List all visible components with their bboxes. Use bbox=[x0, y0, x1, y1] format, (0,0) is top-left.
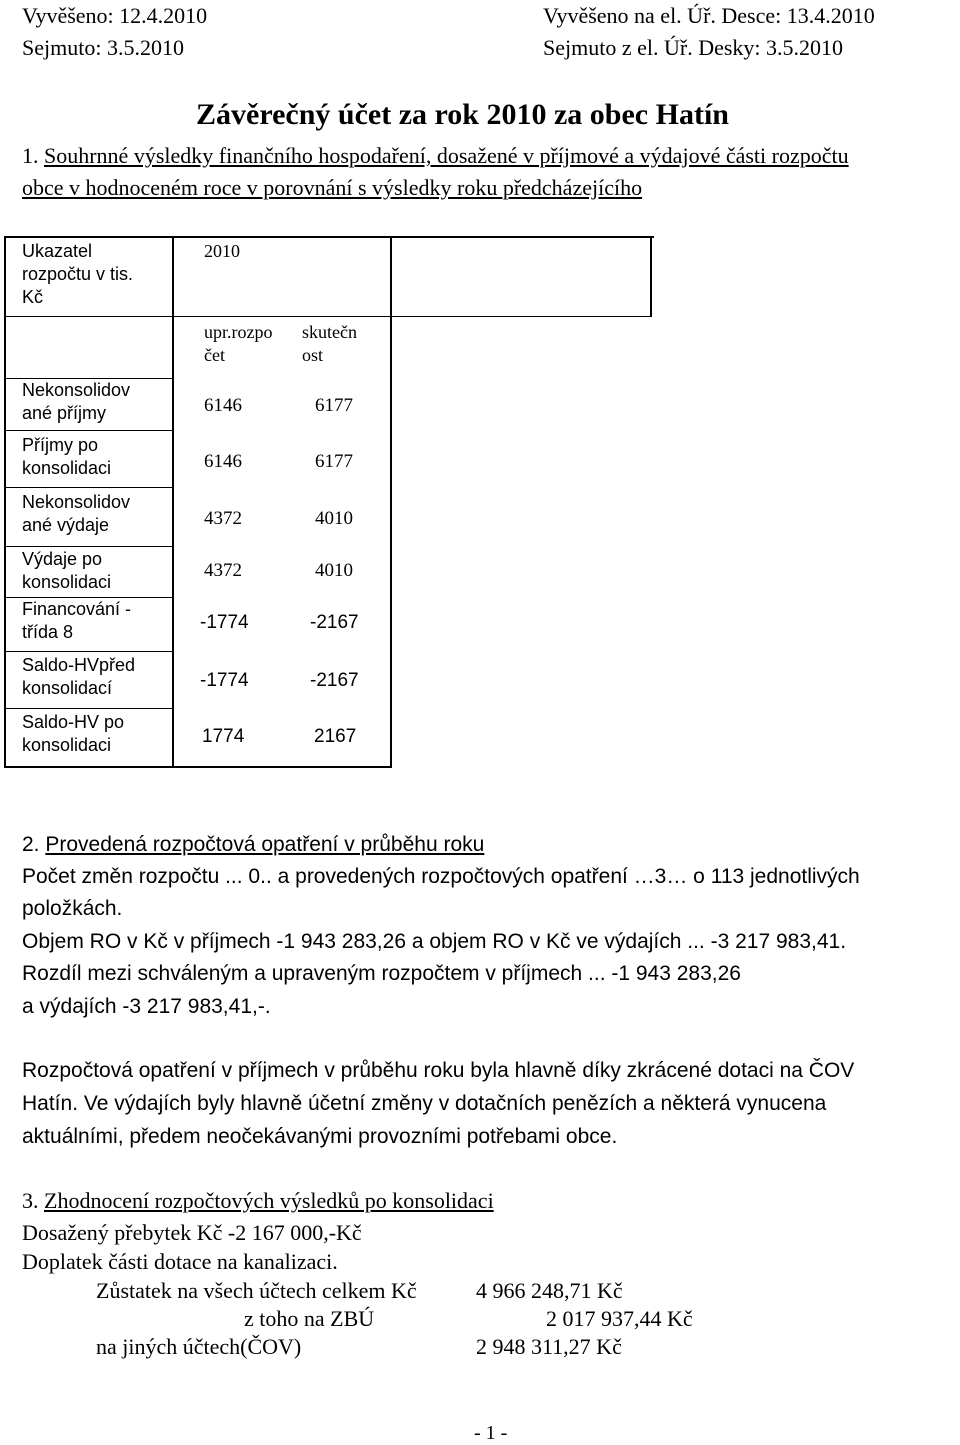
row-label: třída 8 bbox=[22, 622, 74, 642]
row-budget: 6146 bbox=[204, 451, 242, 472]
page-title: Závěrečný účet za rok 2010 za obec Hatín bbox=[196, 98, 729, 131]
row-label: Nekonsolidov bbox=[22, 492, 131, 512]
posted-electronic-date: Vyvěšeno na el. Úř. Desce: 13.4.2010 bbox=[543, 3, 875, 28]
row-label: konsolidaci bbox=[22, 572, 112, 592]
subsidy-text: Doplatek části dotace na kanalizaci. bbox=[22, 1249, 338, 1274]
section2-paragraph-line: Hatín. Ve výdajích byly hlavně účetní změny v dotačních penězích a některá vynucena bbox=[22, 1092, 827, 1115]
section2-line: a výdajích -3 217 983,41,-. bbox=[22, 995, 271, 1018]
actual-col-header-line1: skutečn bbox=[302, 322, 357, 342]
row-budget: 4372 bbox=[204, 508, 242, 529]
row-label: Financování - bbox=[22, 599, 132, 619]
row-label: ané výdaje bbox=[22, 515, 110, 535]
section2-paragraph-line: aktuálními, předem neočekávanými provozními potřebami obce. bbox=[22, 1125, 618, 1148]
section2-line: položkách. bbox=[22, 897, 123, 920]
balance-label: Zůstatek na všech účtech celkem Kč bbox=[96, 1278, 417, 1303]
page-number: - 1 - bbox=[474, 1422, 508, 1444]
balance-label: na jiných účtech(ČOV) bbox=[96, 1334, 302, 1359]
section3-number: 3. bbox=[22, 1188, 44, 1213]
balance-label: z toho na ZBÚ bbox=[244, 1306, 375, 1331]
section2-number: 2. bbox=[22, 833, 46, 856]
section1-number: 1. bbox=[22, 143, 44, 168]
row-budget: 4372 bbox=[204, 560, 242, 581]
row-actual: 4010 bbox=[315, 560, 353, 581]
row-label: Saldo-HV po bbox=[22, 712, 125, 732]
budget-col-header-line1: upr.rozpo bbox=[204, 322, 273, 342]
row-label: ané příjmy bbox=[22, 403, 107, 423]
row-budget: 1774 bbox=[202, 726, 245, 747]
year-header: 2010 bbox=[204, 241, 240, 261]
row-label: Saldo-HVpřed bbox=[22, 655, 136, 675]
section2-line: Objem RO v Kč v příjmech -1 943 283,26 a objem RO v Kč ve výdajích ... -3 217 983,41. bbox=[22, 930, 847, 953]
row-budget: -1774 bbox=[200, 670, 249, 691]
actual-col-header-line2: ost bbox=[302, 345, 324, 365]
removed-electronic-date: Sejmuto z el. Úř. Desky: 3.5.2010 bbox=[543, 35, 844, 60]
row-budget: 6146 bbox=[204, 395, 242, 416]
section2-heading-line bbox=[22, 828, 484, 861]
row-label: Nekonsolidov bbox=[22, 380, 131, 400]
balance-value: 2 948 311,27 Kč bbox=[476, 1334, 622, 1359]
row-label: konsolidací bbox=[22, 678, 113, 698]
row-label: konsolidaci bbox=[22, 458, 112, 478]
posted-date: Vyvěšeno: 12.4.2010 bbox=[22, 3, 208, 28]
section2-heading: Provedená rozpočtová opatření v průběhu roku bbox=[45, 833, 485, 856]
row-actual: 6177 bbox=[315, 395, 353, 416]
row-actual: 6177 bbox=[315, 451, 353, 472]
balance-value: 2 017 937,44 Kč bbox=[546, 1306, 693, 1331]
section1-line1 bbox=[22, 140, 849, 172]
surplus-text: Dosažený přebytek Kč -2 167 000,-Kč bbox=[22, 1220, 362, 1245]
balance-value: 4 966 248,71 Kč bbox=[476, 1278, 623, 1303]
section2-line: Rozdíl mezi schváleným a upraveným rozpočtem v příjmech ... -1 943 283,26 bbox=[22, 962, 741, 985]
section3-heading-line bbox=[22, 1186, 494, 1215]
removed-date: Sejmuto: 3.5.2010 bbox=[22, 35, 184, 60]
row-actual: 2167 bbox=[314, 726, 357, 747]
budget-table bbox=[4, 236, 392, 768]
row-actual: -2167 bbox=[310, 612, 359, 633]
section2-line: Počet změn rozpočtu ... 0.. a provedených rozpočtových opatření …3… o 113 jednotlivých bbox=[22, 865, 860, 888]
budget-col-header-line2: čet bbox=[204, 345, 225, 365]
section3-heading: Zhodnocení rozpočtových výsledků po konsolidaci bbox=[44, 1188, 494, 1213]
row-label: konsolidaci bbox=[22, 735, 112, 755]
row-actual: -2167 bbox=[310, 670, 359, 691]
header-label-line3: Kč bbox=[22, 287, 44, 307]
row-budget: -1774 bbox=[200, 612, 249, 633]
row-actual: 4010 bbox=[315, 508, 353, 529]
header-label-line2: rozpočtu v tis. bbox=[22, 264, 134, 284]
section2-paragraph-line: Rozpočtová opatření v příjmech v průběhu roku byla hlavně díky zkrácené dotaci na ČOV bbox=[22, 1059, 855, 1082]
section1-line2: obce v hodnoceném roce v porovnání s výsledky roku předcházejícího bbox=[22, 175, 643, 200]
row-label: Příjmy po bbox=[22, 435, 99, 455]
header-label-line1: Ukazatel bbox=[22, 241, 93, 261]
row-label: Výdaje po bbox=[22, 549, 103, 569]
section1-heading: Souhrnné výsledky finančního hospodaření, dosažené v příjmové a výdajové části rozpočtu bbox=[44, 143, 849, 168]
